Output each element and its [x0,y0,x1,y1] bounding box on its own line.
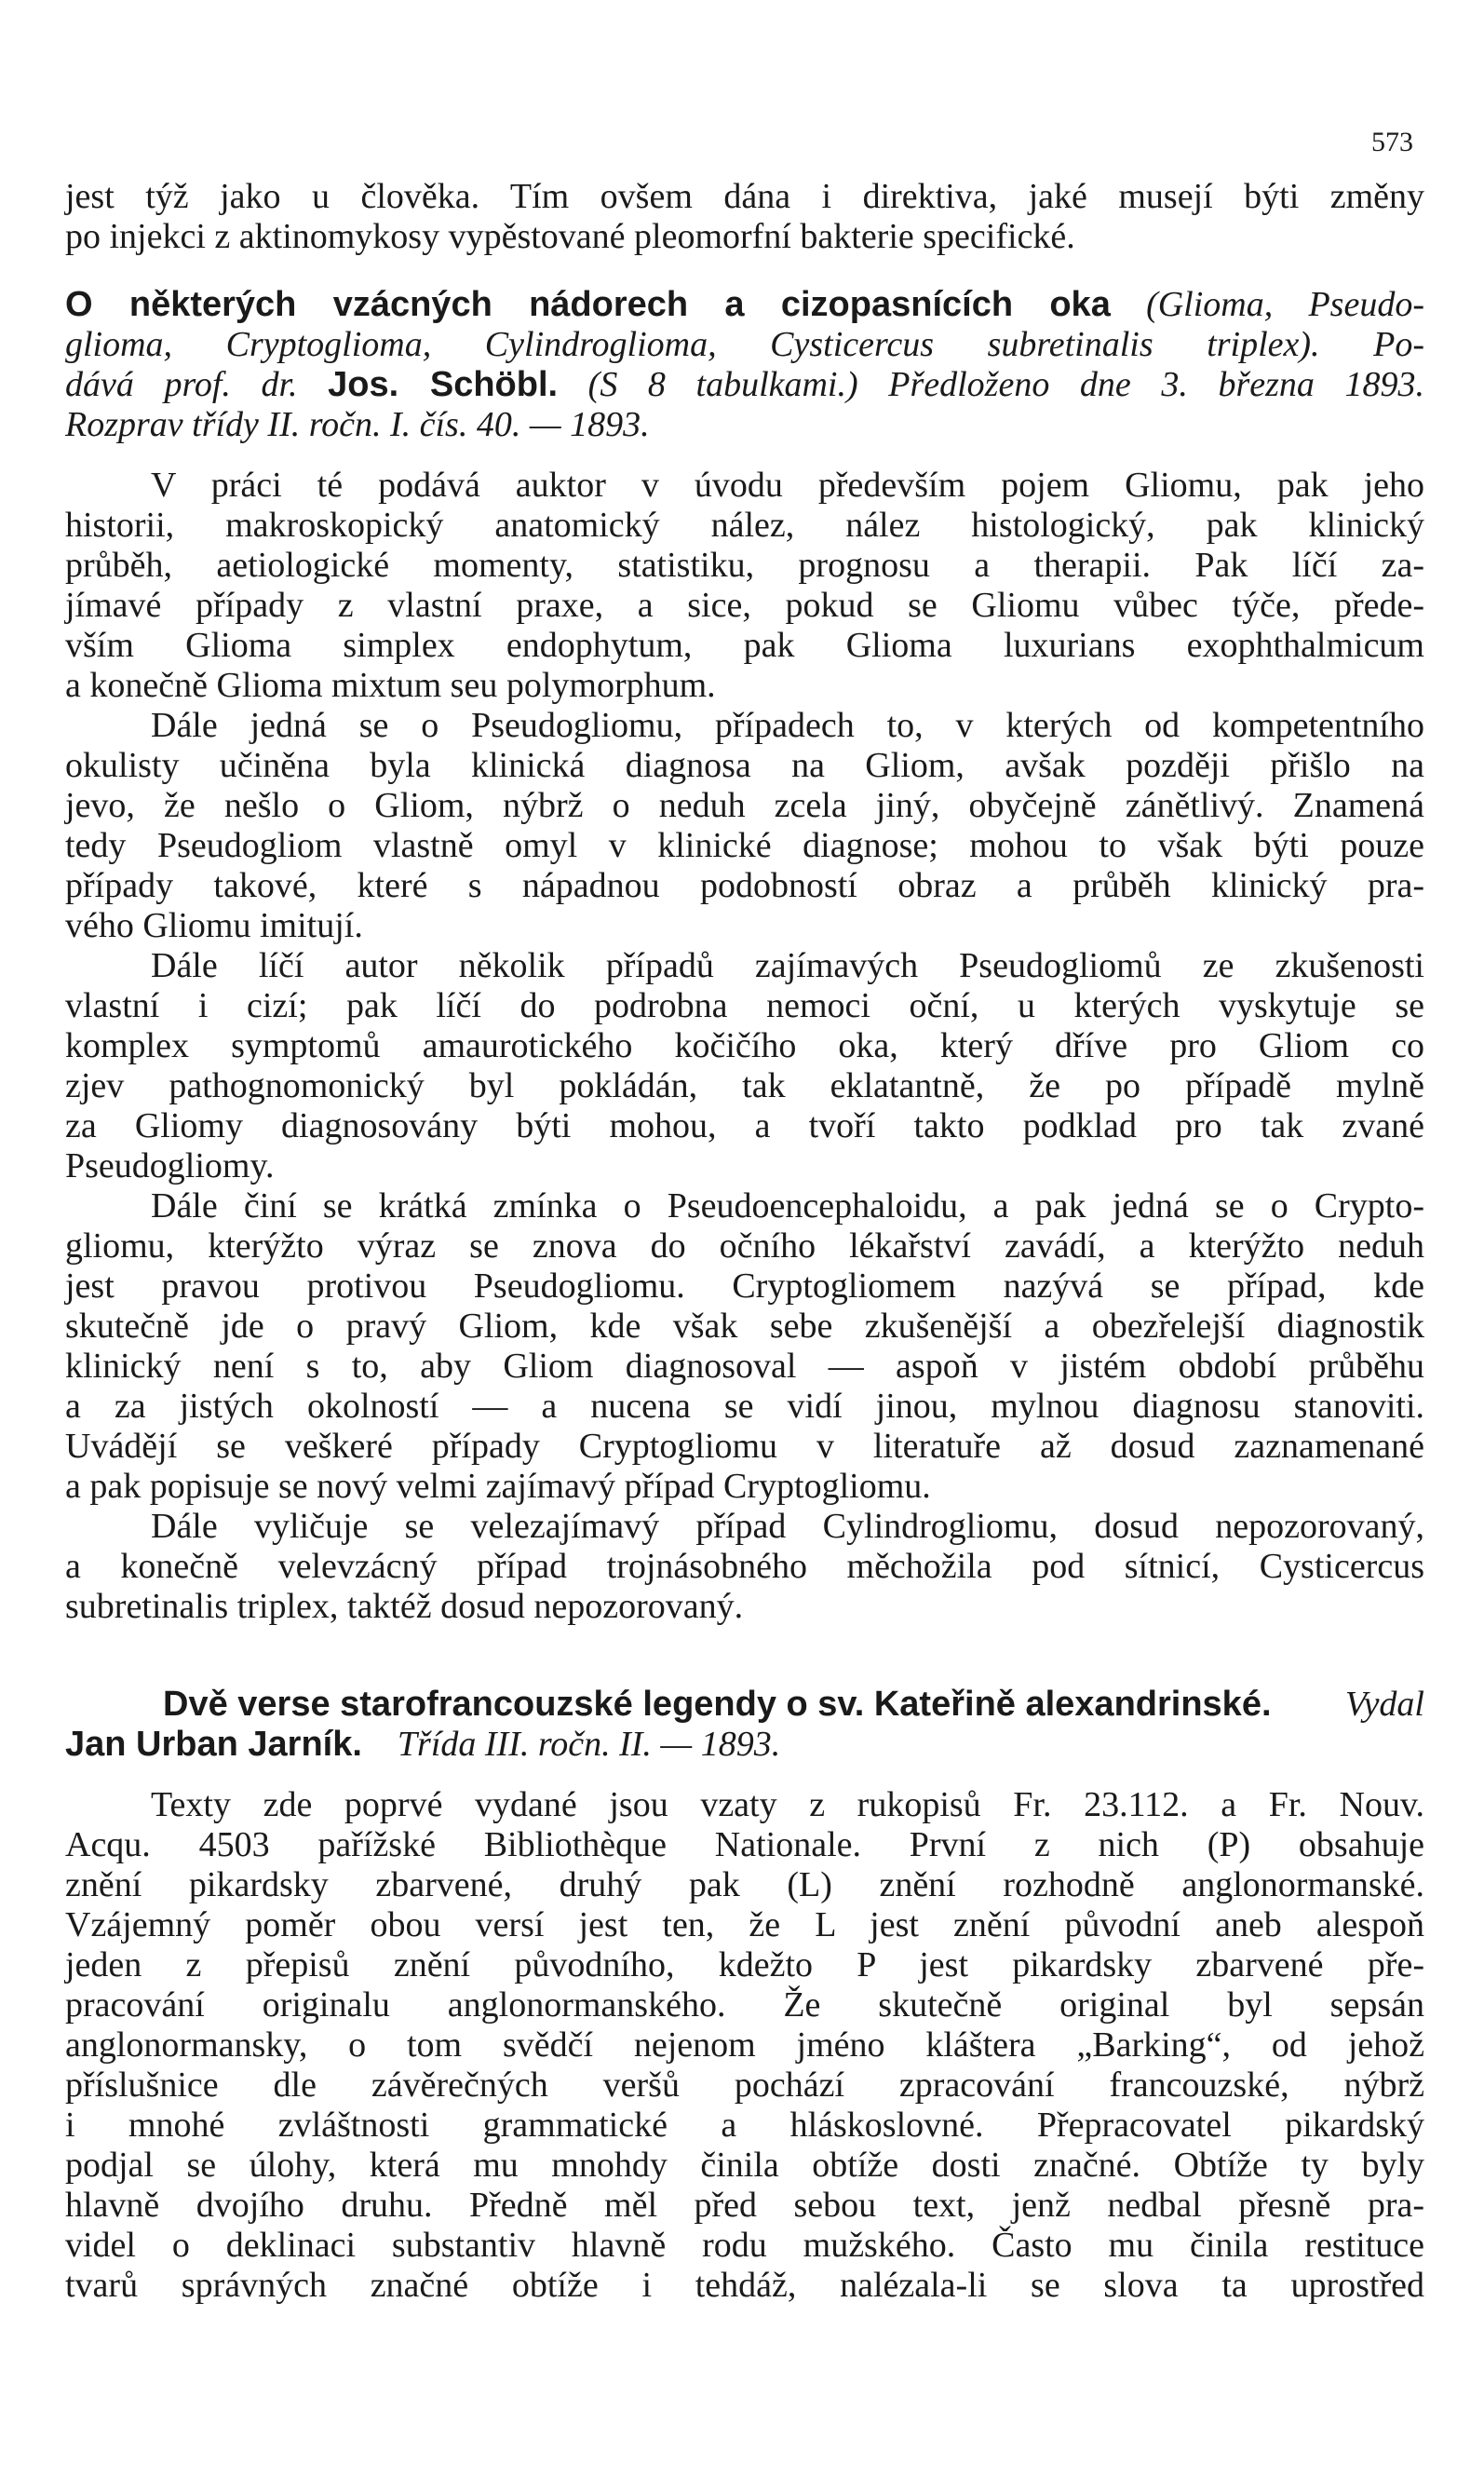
text-line: a za jistých okolností — a nucena se vidí jinou, mylnou diagnosu stanoviti. [65,1387,1424,1426]
article1-author: Jos. Schöbl. [328,365,559,404]
text-line: Pseudogliomy. [65,1146,275,1185]
text-line: vším Glioma simplex endophytum, pak Glioma luxurians exophthalmicum [65,626,1424,665]
text-line: tvarů správných značné obtíže i tehdáž, nalézala-li se slova ta uprostřed [65,2266,1424,2305]
text-line: Dále jedná se o Pseudogliomu, případech to, v kterých od kompetentního [151,706,1424,745]
text-line: případy takové, které s nápadnou podobností obraz a průběh klinický pra- [65,866,1424,905]
text-line: průběh, aetiologické momenty, statistiku, prognosu a therapii. Pak líčí za- [65,546,1424,585]
text-line: historii, makroskopický anatomický nález, nález histologický, pak klinický [65,506,1424,545]
intro-paragraph [65,177,1424,257]
text-line: Acqu. 4503 pařížské Bibliothèque Nationale. První z nich (P) obsahuje [65,1825,1424,1864]
text-line: zjev pathognomonický byl pokládán, tak eklatantně, že po případě mylně [65,1066,1424,1105]
text-line: V práci té podává auktor v úvodu především pojem Gliomu, pak jeho [151,466,1424,505]
article2-title: Dvě verse starofrancouzské legendy o sv. Kateřině alexandrinské. [163,1685,1272,1724]
text-line: a konečně velevzácný případ trojnásobného měchožila pod sítnicí, Cysticercus [65,1547,1424,1586]
article2-heading [65,1685,1424,1765]
article1-paragraph-4 [65,1186,1424,1507]
text-line: okulisty učiněna byla klinická diagnosa na Gliom, avšak později přišlo na [65,746,1424,785]
article1-title: O některých vzácných nádorech a cizopasnících oka [65,285,1111,324]
text-line: Dále činí se krátká zmínka o Pseudoencephaloidu, a pak jedná se o Crypto- [151,1186,1424,1226]
article1-title-italic: (Glioma, Pseudo- [1146,285,1424,324]
text-line: znění pikardsky zbarvené, druhý pak (L) znění rozhodně anglonormanské. [65,1865,1424,1904]
article2-title-italic: Vydal [1344,1685,1424,1724]
text-line: Dále vyličuje se velezajímavý případ Cylindrogliomu, dosud nepozorovaný, [151,1507,1424,1546]
text-line: Vzájemný poměr obou versí jest ten, že L jest znění původní aneb alespoň [65,1905,1424,1944]
text-line: i mnohé zvláštnosti grammatické a hláskoslovné. Přepracovatel pikardský [65,2106,1424,2145]
text-line: vlastní i cizí; pak líčí do podrobna nemoci oční, u kterých vyskytuje se [65,986,1424,1025]
article1-paragraph-3 [65,946,1424,1186]
text-line: Dále líčí autor několik případů zajímavých Pseudogliomů ze zkušenosti [151,946,1424,985]
article1-meta: (S 8 tabulkami.) Předloženo dne 3. března 1893. [587,365,1424,404]
article1-paragraph-5 [65,1507,1424,1627]
text-line: gliomu, kterýžto výraz se znova do očního lékařství zavádí, a kterýžto neduh [65,1226,1424,1266]
text-line: skutečně jde o pravý Gliom, kde však sebe zkušenější a obezřelejší diagnostik [65,1307,1424,1346]
text-line: komplex symptomů amaurotického kočičího oka, který dříve pro Gliom co [65,1026,1424,1065]
text-line: pracování originalu anglonormanského. Že skutečně original byl sepsán [65,1985,1424,2025]
article1-heading [65,285,1424,445]
text-line: po injekci z aktinomykosy vypěstované pleomorfní bakterie specifické. [65,217,1075,256]
text-line: jevo, že nešlo o Gliom, nýbrž o neduh zcela jiný, obyčejně zánětlivý. Znamená [65,786,1424,825]
article2-paragraph [65,1785,1424,2306]
text-line: jímavé případy z vlastní praxe, a sice, pokud se Gliomu vůbec týče, přede- [65,586,1424,625]
page-content [65,177,1424,2306]
text-line: Texty zde poprvé vydané jsou vzaty z rukopisů Fr. 23.112. a Fr. Nouv. [151,1785,1424,1824]
text-line: vého Gliomu imitují. [65,906,363,945]
text-line: jest pravou protivou Pseudogliomu. Cryptogliomem nazývá se případ, kde [65,1266,1424,1306]
article2-author: Jan Urban Jarník. [65,1725,362,1764]
article1-paragraph-2 [65,706,1424,946]
text-line: a pak popisuje se nový velmi zajímavý případ Cryptogliomu. [65,1467,931,1506]
text-line: klinický není s to, aby Gliom diagnosoval — aspoň v jistém období průběhu [65,1347,1424,1386]
text-line: Uvádějí se veškeré případy Cryptogliomu v literatuře až dosud zaznamenané [65,1427,1424,1466]
text-line: hlavně dvojího druhu. Předně měl před sebou text, jenž nedbal přesně pra- [65,2186,1424,2225]
text-line: tedy Pseudogliom vlastně omyl v klinické diagnose; mohou to však býti pouze [65,826,1424,865]
text-line: podjal se úlohy, která mu mnohdy činila obtíže dosti značné. Obtíže ty byly [65,2146,1424,2185]
page-number: 573 [1371,127,1413,157]
article2-citation: Třída III. ročn. II. — 1893. [397,1725,781,1764]
text-line: videl o deklinaci substantiv hlavně rodu mužského. Často mu činila restituce [65,2226,1424,2265]
article1-paragraph-1 [65,466,1424,706]
article1-presenter: dává prof. dr. [65,365,298,404]
text-line: a konečně Glioma mixtum seu polymorphum. [65,666,716,705]
text-line: jeden z přepisů znění původního, kdežto P jest pikardsky zbarvené pře- [65,1945,1424,1984]
text-line: anglonormansky, o tom svědčí nejenom jméno kláštera „Barking“, od jehož [65,2025,1424,2065]
article1-title-cont: glioma, Cryptoglioma, Cylindroglioma, Cysticercus subretinalis triplex). Po- [65,325,1424,364]
text-line: subretinalis triplex, taktéž dosud nepozorovaný. [65,1587,744,1626]
text-line: za Gliomy diagnosovány býti mohou, a tvoří takto podklad pro tak zvané [65,1106,1424,1145]
text-line: příslušnice dle závěrečných veršů pochází zpracování francouzské, nýbrž [65,2065,1424,2105]
text-line: jest týž jako u člověka. Tím ovšem dána i direktiva, jaké musejí býti změny [65,177,1424,216]
article1-citation: Rozprav třídy II. ročn. I. čís. 40. — 1893. [65,405,650,444]
